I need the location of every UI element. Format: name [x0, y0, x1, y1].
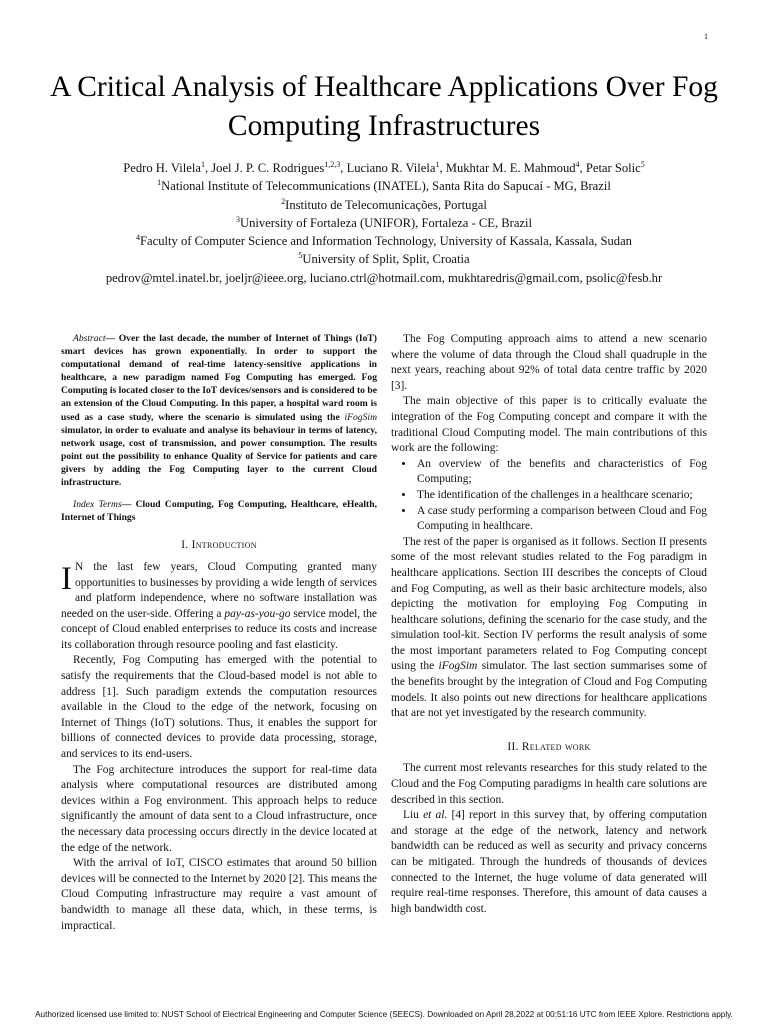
paragraph: The main objective of this paper is to critically evaluate the integration of the Fog Computing concept and compare it with the traditional Cloud Computing model. The main contributions of this work are the following:: [391, 395, 707, 455]
license-footer: Authorized licensed use limited to: NUST School of Electrical Engineering and Computer Science (SEECS). Downloaded on April 28,2022 at 00:51:16 UTC from IEEE Xplore. Restrictions apply.: [35, 1010, 733, 1019]
author-sup: 1: [435, 159, 440, 169]
left-column: [61, 332, 377, 934]
page-number: 1: [704, 32, 708, 41]
abstract-label: Abstract: [73, 333, 106, 344]
affiliation: $^4$Faculty of Computer Science and Information Technology, University of Kassala, Kassala, Sudan: [136, 233, 632, 249]
author-emails: pedrov@mtel.inatel.br, joeljr@ieee.org, luciano.ctrl@hotmail.com, mukhtaredris@gmail.com, psolic@fesb.hr: [105, 270, 663, 285]
index-terms: Index Terms— Cloud Computing, Fog Computing, Healthcare, eHealth, Internet of Things: [61, 499, 377, 524]
paper-title: A Critical Analysis of Healthcare Applications Over Fog Computing Infrastructures: [50, 71, 718, 142]
contributions-list: [391, 457, 707, 535]
paragraph: The rest of the paper is organised as it follows. Section II presents some of the most relevant studies related to the Fog paradigm in healthcare applications. Section III describes the concepts of Cloud and Fog Computing, as well as their basic architecture models, also depicting the motivation for employing Fog Computing in healthcare solutions, defining the scenario for the case study, and the simulation tool-kit. Section IV performs the result analysis of some the most important parameters related to Fog Computing concept using the iFogSim simulator. The last section summarises some of the benefits brought by the integration of Cloud and Fog Computing models. It also points out new directions for healthcare applications that are not yet investigated by the research community.: [391, 535, 707, 720]
affiliation: $^2$Instituto de Telecomunicações, Portugal: [281, 196, 487, 212]
author-name: Pedro H. Vilela: [123, 161, 201, 175]
paragraph: The Fog Computing approach aims to attend a new scenario where the volume of data through the Cloud shall quadruple in the next years, reaching about 92% of total data centre traffic by 2020 [3].: [391, 333, 707, 392]
affiliation: $^1$National Institute of Telecommunications (INATEL), Santa Rita do Sapucaí - MG, Brazil: [157, 178, 611, 194]
paragraph: I N the last few years, Cloud Computing granted many opportunities to businesses by providing a wide length of services and platform independence, where no software installation was needed on the user-side. Offering a pay-as-you-go service model, the concept of Cloud enabled enterprises to reduce its costs and increase its collaboration through resource pooling and fast elasticity.: [61, 560, 377, 651]
author-name: Petar Solic: [585, 161, 641, 175]
list-item: • An overview of the benefits and characteristics of Fog Computing;: [415, 457, 707, 488]
list-item: • A case study performing a comparison between Cloud and Fog Computing in healthcare.: [415, 504, 707, 535]
author-name: Luciano R. Vilela: [346, 161, 436, 175]
section-heading-introduction: I. Introduction: [181, 539, 257, 552]
author-sup: 4: [575, 159, 580, 169]
paragraph: Recently, Fog Computing has emerged with the potential to satisfy the requirements that the Cloud-based model is not able to address [1]. Such paradigm extends the computation resources available in the Cloud to the edge of the network, focusing on Internet of Things (IoT) solutions. Thus, it enables the support for billions of connected devices to provide data processing, storage, and services to its end-users.: [61, 654, 377, 761]
right-column: [391, 332, 707, 917]
author-name: Joel J. P. C. Rodrigues: [211, 161, 325, 175]
paragraph: The current most relevants researches for this study related to the Cloud and the Fog Computing paradigms in health care solutions are described in this section.: [391, 762, 707, 806]
abstract: Abstract— Over the last decade, the number of Internet of Things (IoT) smart devices has grown exponentially. In order to support the computational demand of real-time latency-sensitive applications in healthcare, a new paradigm named Fog Computing has emerged. Fog Computing is located closer to the IoT devices/sensors and is considered to be an extension of the Cloud Computing. In this paper, a hospital ward room is used as a case study, where the scenario is simulated using the iFogSim simulator, in order to evaluate and analyse its behaviour in terms of latency, network usage, cost of transmission, and power consumption. The results point out the possibility to enhance Quality of Service for patients and care givers by adding the Fog Computing layer to the current Cloud infrastructure.: [61, 333, 377, 489]
affiliation: $^3$University of Fortaleza (UNIFOR), Fortaleza - CE, Brazil: [235, 214, 533, 230]
author-name: Mukhtar M. E. Mahmoud: [445, 161, 576, 175]
paragraph: Liu et al. [4] report in this survey that, by offering computation and storage at the edge of the network, latency and network bandwidth can be reduced as well as security and privacy concerns can be mitigated. Through the hundreds of thousands of devices connected to the Internet, the huge volume of data generated will require real-time responses. Therefore, this amount of data causes a high bandwidth cost.: [391, 809, 707, 915]
author-block: [20, 159, 748, 287]
paragraph: With the arrival of IoT, CISCO estimates that around 50 billion devices will be connected to the Internet by 2020 [2]. This means the Cloud Computing infrastructure may require a vast amount of bandwidth to manage all these data, which, in these terms, is impractical.: [61, 857, 377, 932]
drop-cap: I: [61, 560, 72, 597]
index-terms-label: Index Terms: [73, 499, 122, 511]
author-sup: 1: [200, 159, 205, 169]
author-names: Pedro H. Vilela$^1$, Joel J. P. C. Rodrigues$^{1,2,3}$, Luciano R. Vilela$^1$, Mukhtar M. E. Mahmoud$^4$, Petar Solic$^5$: [123, 159, 645, 175]
affiliation: $^5$University of Split, Split, Croatia: [298, 251, 470, 267]
author-sup: 5: [640, 159, 645, 169]
paragraph: The Fog architecture introduces the support for real-time data analysis where computational resources are distributed among devices within a Fog environment. This approach helps to reduce significantly the amount of data sent to a Cloud infrastructure, once the necessary data processing occurs directly in the device located at the edge of the network.: [61, 763, 377, 854]
section-heading-related-work: II. Related work: [507, 740, 591, 753]
author-sup: 1,2,3: [324, 159, 341, 169]
list-item: • The identification of the challenges in a healthcare scenario;: [415, 488, 707, 504]
